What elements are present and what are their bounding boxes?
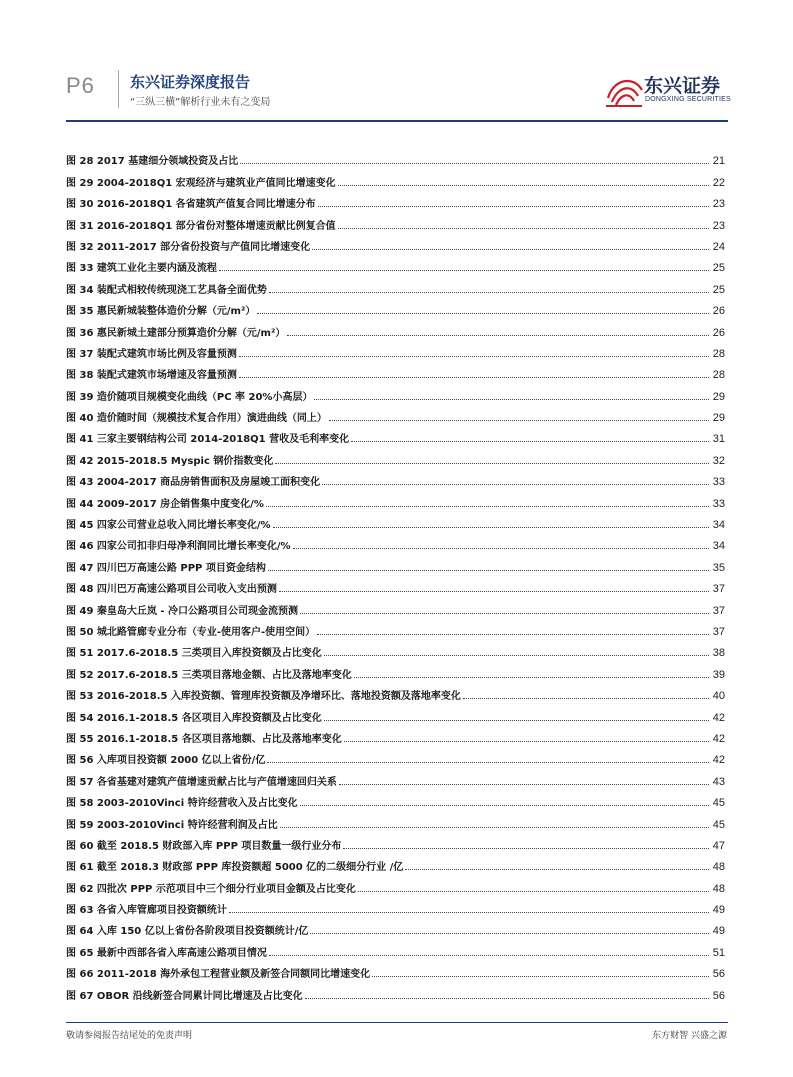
toc-dot-leader — [266, 506, 709, 507]
toc-entry-page: 25 — [712, 262, 725, 275]
toc-entry[interactable] — [66, 424, 725, 445]
toc-entry-label: 图 67 OBOR 沿线新签合同累计同比增速及占比变化 — [66, 990, 303, 1002]
toc-entry-label: 图 45 四家公司营业总收入同比增长率变化/% — [66, 520, 271, 532]
toc-entry-page: 42 — [712, 711, 725, 724]
toc-entry[interactable] — [66, 510, 725, 531]
toc-dot-leader — [312, 249, 709, 250]
toc-entry[interactable] — [66, 937, 725, 958]
toc-dot-leader — [293, 548, 709, 549]
toc-dot-leader — [239, 377, 709, 378]
toc-entry[interactable] — [66, 317, 725, 338]
toc-entry-page: 45 — [712, 818, 725, 831]
toc-dot-leader — [463, 698, 709, 699]
toc-entry-label: 图 28 2017 基建细分领域投资及占比 — [66, 156, 239, 168]
toc-entry-page: 23 — [712, 219, 725, 232]
toc-entry-label: 图 37 装配式建筑市场比例及容量预测 — [66, 348, 237, 360]
toc-entry-page: 49 — [712, 904, 725, 917]
toc-entry-page: 32 — [712, 454, 725, 467]
report-subtitle: “三纵三横”解析行业未有之变局 — [130, 97, 271, 108]
toc-entry[interactable] — [66, 488, 725, 509]
toc-dot-leader — [338, 228, 709, 229]
toc-dot-leader — [324, 655, 709, 656]
toc-entry-label: 图 44 2009-2017 房企销售集中度变化/% — [66, 498, 264, 510]
toc-entry[interactable] — [66, 339, 725, 360]
toc-entry-page: 25 — [712, 283, 725, 296]
toc-entry[interactable] — [66, 659, 725, 680]
toc-entry-label: 图 65 最新中西部各省入库高速公路项目情况 — [66, 947, 267, 959]
toc-entry[interactable] — [66, 831, 725, 852]
toc-entry-label: 图 40 造价随时间（规模技术复合作用）演进曲线（同上） — [66, 413, 327, 425]
toc-entry-page: 56 — [712, 968, 725, 981]
toc-entry-page: 28 — [712, 369, 725, 382]
toc-dot-leader — [343, 848, 709, 849]
toc-entry-page: 26 — [712, 305, 725, 318]
figure-index — [66, 146, 725, 1002]
toc-dot-leader — [317, 634, 709, 635]
toc-entry[interactable] — [66, 232, 725, 253]
toc-entry-label: 图 30 2016-2018Q1 各省建筑产值复合同比增速分布 — [66, 199, 316, 211]
toc-entry[interactable] — [66, 916, 725, 937]
toc-dot-leader — [329, 420, 709, 421]
toc-entry[interactable] — [66, 595, 725, 616]
page-number: P6 — [66, 73, 95, 98]
toc-entry-page: 31 — [712, 433, 725, 446]
toc-dot-leader — [300, 613, 709, 614]
toc-entry-label: 图 31 2016-2018Q1 部分省份对整体增速贡献比例复合值 — [66, 220, 336, 232]
toc-entry-page: 42 — [712, 732, 725, 745]
toc-entry[interactable] — [66, 467, 725, 488]
toc-entry[interactable] — [66, 681, 725, 702]
toc-dot-leader — [239, 356, 709, 357]
toc-entry-label: 图 36 惠民新城土建部分预算造价分解（元/m²） — [66, 327, 286, 339]
toc-entry[interactable] — [66, 189, 725, 210]
toc-entry[interactable] — [66, 403, 725, 424]
footer-disclaimer: 敬请参阅报告结尾处的免责声明 — [66, 1031, 193, 1041]
toc-dot-leader — [267, 762, 709, 763]
toc-entry-page: 43 — [712, 775, 725, 788]
toc-entry-page: 37 — [712, 604, 725, 617]
toc-entry-page: 33 — [712, 497, 725, 510]
toc-entry-page: 23 — [712, 198, 725, 211]
toc-dot-leader — [268, 570, 709, 571]
toc-entry-label: 图 54 2016.1-2018.5 各区项目入库投资额及占比变化 — [66, 712, 322, 724]
toc-entry-label: 图 41 三家主要钢结构公司 2014-2018Q1 营收及毛利率变化 — [66, 434, 350, 446]
toc-entry-page: 39 — [712, 668, 725, 681]
toc-entry[interactable] — [66, 531, 725, 552]
toc-dot-leader — [275, 463, 709, 464]
toc-dot-leader — [269, 292, 709, 293]
toc-entry-page: 40 — [712, 690, 725, 703]
toc-entry-label: 图 35 惠民新城装整体造价分解（元/m²） — [66, 306, 256, 318]
toc-entry[interactable] — [66, 638, 725, 659]
toc-entry-page: 28 — [712, 347, 725, 360]
toc-dot-leader — [310, 933, 709, 934]
toc-entry[interactable] — [66, 296, 725, 317]
toc-entry[interactable] — [66, 959, 725, 980]
toc-entry-page: 35 — [712, 561, 725, 574]
toc-entry[interactable] — [66, 980, 725, 1001]
toc-entry-label: 图 58 2003-2010Vinci 特许经营收入及占比变化 — [66, 798, 298, 810]
toc-dot-leader — [280, 827, 709, 828]
toc-entry[interactable] — [66, 852, 725, 873]
toc-entry[interactable] — [66, 617, 725, 638]
toc-entry-page: 34 — [712, 519, 725, 532]
toc-dot-leader — [273, 527, 709, 528]
toc-entry-page: 33 — [712, 476, 725, 489]
header-divider — [118, 70, 119, 108]
toc-entry-page: 29 — [712, 390, 725, 403]
toc-dot-leader — [287, 335, 709, 336]
toc-entry[interactable] — [66, 745, 725, 766]
toc-entry-label: 图 56 入库项目投资额 2000 亿以上省份/亿 — [66, 755, 266, 767]
toc-entry-page: 38 — [712, 647, 725, 660]
toc-entry-page: 42 — [712, 754, 725, 767]
toc-entry[interactable] — [66, 445, 725, 466]
toc-entry-label: 图 57 各省基建对建筑产值增速贡献占比与产值增速回归关系 — [66, 776, 337, 788]
toc-dot-leader — [229, 912, 709, 913]
toc-dot-leader — [318, 206, 709, 207]
logo-english: DONGXING SECURITIES — [645, 96, 731, 103]
toc-entry-label: 图 50 城北路管廊专业分布（专业-使用客户-使用空间） — [66, 626, 316, 638]
logo-text: 东兴证券 — [644, 75, 721, 97]
toc-dot-leader — [240, 163, 709, 164]
toc-entry-page: 24 — [712, 240, 725, 253]
report-title: 东兴证券深度报告 — [130, 73, 251, 91]
toc-entry-label: 图 60 截至 2018.5 财政部入库 PPP 项目数量一级行业分布 — [66, 840, 342, 852]
toc-entry-label: 图 43 2004-2017 商品房销售面积及房屋竣工面积变化 — [66, 477, 321, 489]
toc-dot-leader — [358, 891, 709, 892]
toc-entry-label: 图 53 2016-2018.5 入库投资额、管理库投资额及净增环比、落地投资额及落地率变化 — [66, 691, 461, 703]
toc-entry-label: 图 48 四川巴万高速公路项目公司收入支出预测 — [66, 584, 277, 596]
toc-entry-page: 22 — [712, 176, 725, 189]
toc-dot-leader — [300, 805, 709, 806]
toc-entry[interactable] — [66, 895, 725, 916]
toc-entry-page: 51 — [712, 946, 725, 959]
toc-entry[interactable] — [66, 552, 725, 573]
toc-entry-label: 图 62 四批次 PPP 示范项目中三个细分行业项目金额及占比变化 — [66, 883, 356, 895]
toc-entry-page: 29 — [712, 412, 725, 425]
toc-entry-label: 图 66 2011-2018 海外承包工程营业额及新签合同额同比增速变化 — [66, 969, 371, 981]
toc-entry[interactable] — [66, 253, 725, 274]
footer-rule — [66, 1022, 728, 1023]
toc-entry-label: 图 38 装配式建筑市场增速及容量预测 — [66, 370, 237, 382]
toc-entry-label: 图 61 截至 2018.3 财政部 PPP 库投资额超 5000 亿的二级细分行业 /亿 — [66, 862, 404, 874]
toc-entry-label: 图 42 2015-2018.5 Myspic 钢价指数变化 — [66, 455, 274, 467]
toc-entry-page: 37 — [712, 583, 725, 596]
toc-dot-leader — [372, 976, 709, 977]
toc-entry-label: 图 51 2017.6-2018.5 三类项目入库投资额及占比变化 — [66, 648, 322, 660]
toc-entry[interactable] — [66, 146, 725, 167]
toc-dot-leader — [354, 677, 709, 678]
toc-entry-label: 图 47 四川巴万高速公路 PPP 项目资金结构 — [66, 562, 266, 574]
toc-entry-page: 26 — [712, 326, 725, 339]
toc-entry-page: 37 — [712, 625, 725, 638]
footer-slogan: 东方财智 兴盛之源 — [652, 1031, 727, 1041]
toc-entry-label: 图 39 造价随项目规模变化曲线（PC 率 20%小高层） — [66, 391, 313, 403]
toc-dot-leader — [219, 270, 709, 271]
toc-entry-page: 56 — [712, 989, 725, 1002]
toc-entry[interactable] — [66, 210, 725, 231]
toc-entry-page: 49 — [712, 925, 725, 938]
toc-entry[interactable] — [66, 809, 725, 830]
toc-entry-label: 图 64 入库 150 亿以上省份各阶段项目投资额统计/亿 — [66, 926, 309, 938]
toc-dot-leader — [322, 484, 709, 485]
toc-entry-label: 图 46 四家公司扣非归母净利润同比增长率变化/% — [66, 541, 291, 553]
toc-entry[interactable] — [66, 702, 725, 723]
toc-dot-leader — [269, 955, 709, 956]
toc-dot-leader — [344, 741, 709, 742]
toc-entry-page: 45 — [712, 797, 725, 810]
toc-entry[interactable] — [66, 574, 725, 595]
toc-dot-leader — [351, 441, 709, 442]
toc-entry[interactable] — [66, 873, 725, 894]
toc-entry[interactable] — [66, 381, 725, 402]
toc-entry[interactable] — [66, 274, 725, 295]
toc-dot-leader — [324, 720, 709, 721]
toc-entry[interactable] — [66, 766, 725, 787]
toc-entry-page: 48 — [712, 861, 725, 874]
toc-entry-page: 34 — [712, 540, 725, 553]
toc-entry-page: 21 — [712, 155, 725, 168]
toc-entry[interactable] — [66, 724, 725, 745]
toc-entry[interactable] — [66, 788, 725, 809]
toc-entry-label: 图 32 2011-2017 部分省份投资与产值同比增速变化 — [66, 241, 311, 253]
toc-entry-page: 47 — [712, 839, 725, 852]
toc-dot-leader — [339, 784, 709, 785]
toc-entry[interactable] — [66, 167, 725, 188]
toc-dot-leader — [405, 869, 709, 870]
toc-entry-label: 图 59 2003-2010Vinci 特许经营利润及占比 — [66, 819, 278, 831]
toc-entry-label: 图 34 装配式相较传统现浇工艺具备全面优势 — [66, 284, 267, 296]
toc-entry-label: 图 49 秦皇岛大丘岚 - 冷口公路项目公司现金流预测 — [66, 605, 298, 617]
toc-dot-leader — [305, 998, 709, 999]
toc-entry-label: 图 52 2017.6-2018.5 三类项目落地金额、占比及落地率变化 — [66, 669, 352, 681]
toc-entry-label: 图 63 各省入库管廊项目投资额统计 — [66, 905, 227, 917]
toc-dot-leader — [338, 185, 709, 186]
toc-entry-label: 图 33 建筑工业化主要内涵及流程 — [66, 263, 217, 275]
toc-entry-label: 图 29 2004-2018Q1 宏观经济与建筑业产值同比增速变化 — [66, 177, 336, 189]
toc-dot-leader — [279, 591, 709, 592]
toc-entry-label: 图 55 2016.1-2018.5 各区项目落地额、占比及落地率变化 — [66, 733, 342, 745]
toc-dot-leader — [257, 313, 709, 314]
toc-entry[interactable] — [66, 360, 725, 381]
toc-dot-leader — [314, 399, 709, 400]
toc-entry-page: 48 — [712, 882, 725, 895]
header-rule — [66, 120, 728, 122]
